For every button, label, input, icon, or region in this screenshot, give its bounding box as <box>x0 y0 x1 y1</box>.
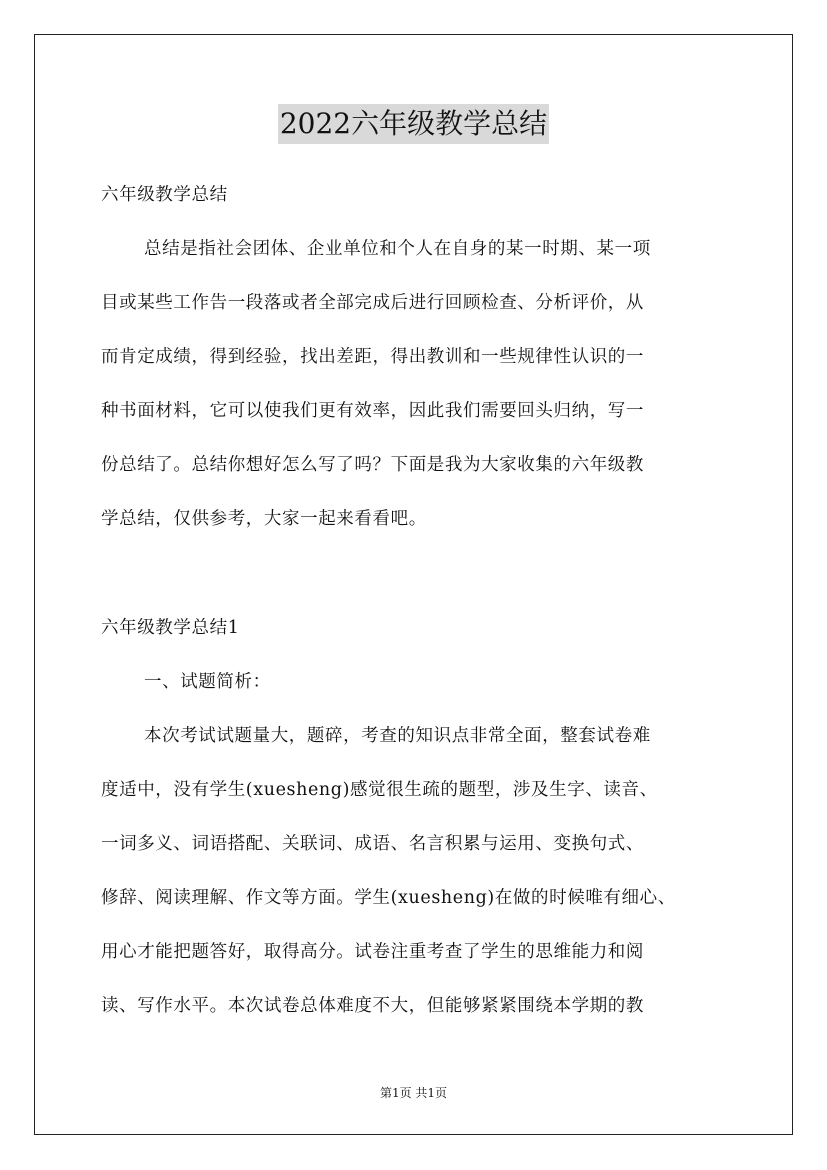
body-line: 一词多义、词语搭配、关联词、成语、名言积累与运用、变换句式、 <box>101 834 644 854</box>
body-line: 本次考试试题量大，题碎，考查的知识点非常全面，整套试卷难 <box>144 726 651 746</box>
intro-line: 总结是指社会团体、企业单位和个人在自身的某一时期、某一项 <box>144 239 651 259</box>
body-line: 读、写作水平。本次试卷总体难度不大，但能够紧紧围绕本学期的教 <box>101 996 644 1016</box>
document-title: 2022六年级教学总结 <box>278 104 549 144</box>
intro-line: 学总结，仅供参考，大家一起来看看吧。 <box>101 509 427 529</box>
intro-line: 而肯定成绩，得到经验，找出差距，得出教训和一些规律性认识的一 <box>101 347 644 367</box>
heading-summary: 六年级教学总结 <box>101 185 228 205</box>
intro-line: 份总结了。总结你想好怎么写了吗？下面是我为大家收集的六年级教 <box>101 455 644 475</box>
section-heading: 一、试题简析： <box>144 672 271 692</box>
intro-line: 种书面材料，它可以使我们更有效率，因此我们需要回头归纳，写一 <box>101 401 644 421</box>
body-line: 修辞、阅读理解、作文等方面。学生(xuesheng)在做的时候唯有细心、 <box>101 888 676 908</box>
heading-summary-1: 六年级教学总结1 <box>101 618 240 638</box>
page-number: 第1页 共1页 <box>379 1086 448 1100</box>
intro-line: 目或某些工作告一段落或者全部完成后进行回顾检查、分析评价，从 <box>101 293 644 313</box>
body-line: 度适中，没有学生(xuesheng)感觉很生疏的题型，涉及生字、读音、 <box>101 780 658 800</box>
body-line: 用心才能把题答好，取得高分。试卷注重考查了学生的思维能力和阅 <box>101 942 644 962</box>
